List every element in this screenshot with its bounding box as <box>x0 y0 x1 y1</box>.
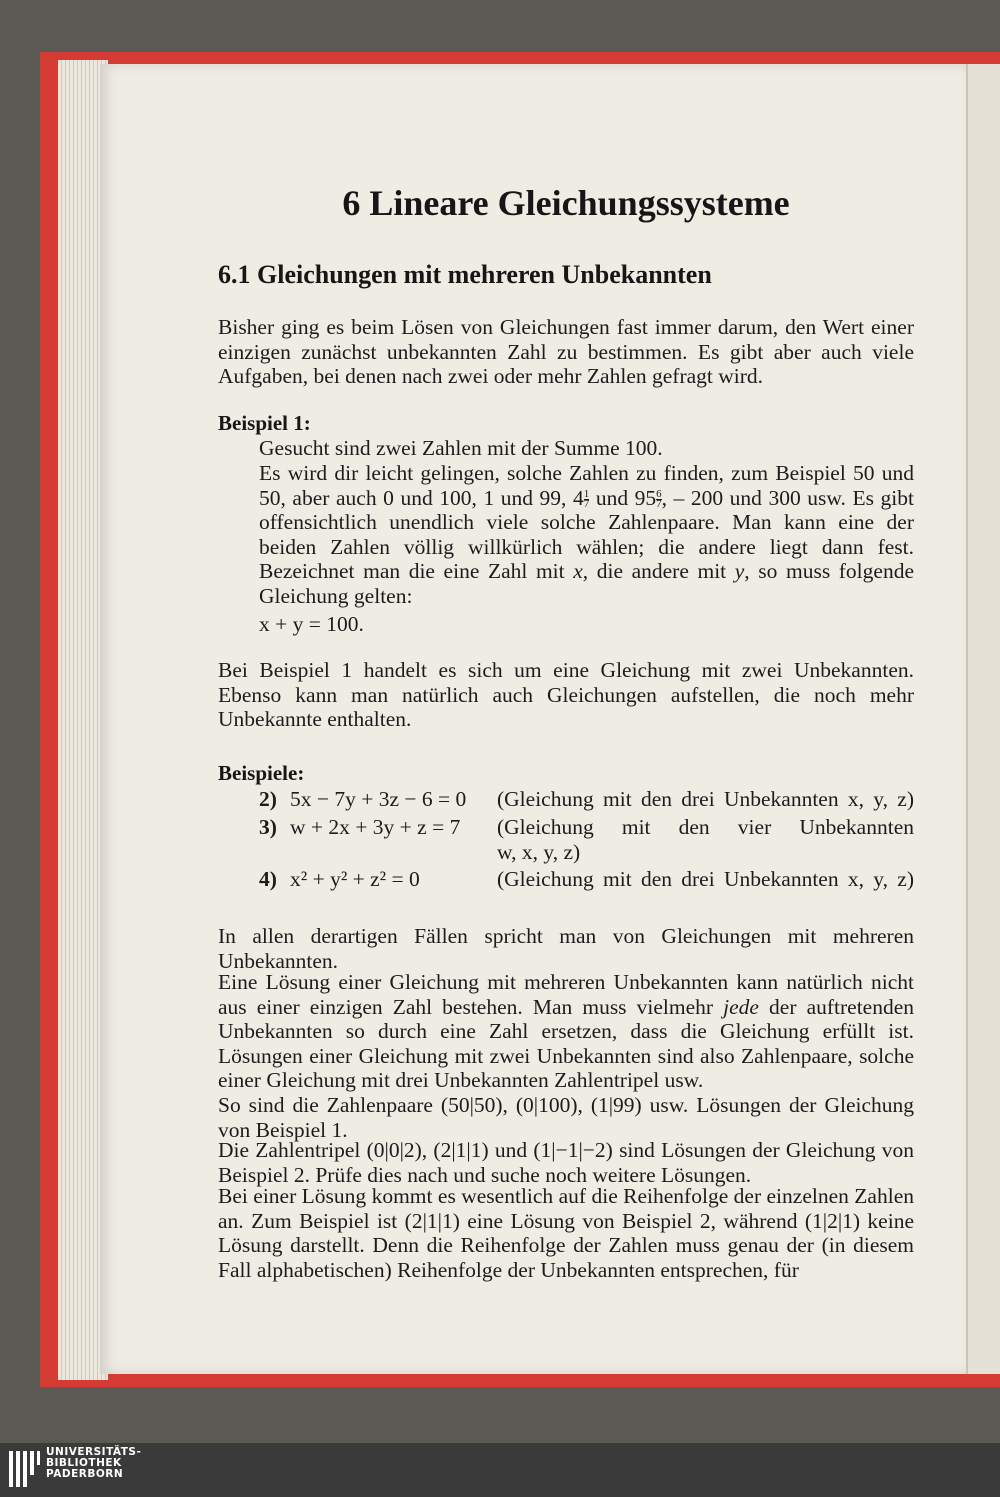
example-3-number: 3) <box>259 815 277 839</box>
paragraph-2: Bei Beispiel 1 handelt es sich um eine Gleichung mit zwei Unbekannten. Ebenso kann man natürlich auch Gleichungen aufstellen, die noch mehr Unbekannte enthalten. <box>218 658 914 732</box>
example-4-description: (Gleichung mit den drei Unbekannten x, y, z) <box>497 867 914 891</box>
library-logo-icon <box>8 1449 40 1493</box>
intro-paragraph: Bisher ging es beim Lösen von Gleichungen fast immer darum, den Wert einer einzigen zunächst unbekannten Zahl zu bestimmen. Es gibt aber auch viele Aufgaben, bei denen nach zwei oder mehr Zahlen gefragt wird. <box>218 315 914 389</box>
paragraph-3: In allen derartigen Fällen spricht man von Gleichungen mit mehreren Unbekannten. <box>218 924 914 973</box>
example-2-description: (Gleichung mit den drei Unbekannten x, y, z) <box>497 787 914 811</box>
example-1-statement: Gesucht sind zwei Zahlen mit der Summe 100. <box>259 436 663 460</box>
example-2-number: 2) <box>259 787 277 811</box>
example-1-equation: x + y = 100. <box>259 612 364 636</box>
example-2-equation: 5x − 7y + 3z − 6 = 0 <box>290 787 467 811</box>
example-1-paragraph: Es wird dir leicht gelingen, solche Zahlen zu finden, zum Beispiel 50 und 50, aber auch 0 und 100, 1 und 99, 4 $\frac{1}{7}$ und 95 $\frac{6}{7}$ , – 200 und 300 usw. Es gibt offensichtlich unendlich viele solche Zahlenpaare. Man kann eine der beiden Zahlen völlig willkürlich wählen; die andere liegt dann fest. Bezeichnet man die eine Zahl mit x, die andere mit y, so muss folgende Gleichung gelten: <box>259 461 914 608</box>
example-4-number: 4) <box>259 867 277 891</box>
paragraph-4: Eine Lösung einer Gleichung mit mehreren Unbekannten kann natürlich nicht aus einer einzigen Zahl bestehen. Man muss vielmehr jede der auftretenden Unbekannten so durch eine Zahl ersetzen, dass die Gleichung erfüllt ist. Lösungen einer Gleichung mit zwei Unbekannten sind also Zahlenpaare, solche einer Gleichung mit drei Unbekannten Zahlentripel usw. <box>218 970 915 1093</box>
section-title: 6.1 Gleichungen mit mehreren Unbekannten <box>218 260 712 289</box>
paragraph-6: Die Zahlentripel (0|0|2), (2|1|1) und (1|−1|−2) sind Lösungen der Gleichung von Beispiel 2. Prüfe dies nach und suche noch weitere Lösungen. <box>218 1138 914 1187</box>
example-3-description: (Gleichung mit den vier Unbekannten <box>497 815 914 839</box>
examples-label: Beispiele: <box>218 761 305 785</box>
library-logo-text: UNIVERSITÄTS- BIBLIOTHEK PADERBORN <box>46 1446 142 1480</box>
footer-bar <box>0 1443 1000 1497</box>
chapter-title: 6 Lineare Gleichungssysteme <box>342 183 790 223</box>
example-4-equation: x² + y² + z² = 0 <box>290 867 420 891</box>
fraction-six-sevenths: $\frac{6}{7}$ <box>656 488 662 511</box>
fraction-one-seventh: $\frac{1}{7}$ <box>583 488 590 511</box>
facing-page-edge <box>966 64 1000 1374</box>
example-3-equation: w + 2x + 3y + z = 7 <box>290 815 461 839</box>
paragraph-7: Bei einer Lösung kommt es wesentlich auf die Reihenfolge der einzelnen Zahlen an. Zum Beispiel ist (2|1|1) eine Lösung von Beispiel 2, während (1|2|1) keine Lösung darstellt. Denn die Reihenfolge der Zahlen muss genau der (in diesem Fall alphabetischen) Reihenfolge der Unbekannten entsprechen, für <box>218 1184 914 1282</box>
paragraph-5: So sind die Zahlenpaare (50|50), (0|100), (1|99) usw. Lösungen der Gleichung von Beispiel 1. <box>218 1093 914 1142</box>
example-3-description-cont: w, x, y, z) <box>497 840 581 864</box>
example-1-label: Beispiel 1: <box>218 411 311 435</box>
